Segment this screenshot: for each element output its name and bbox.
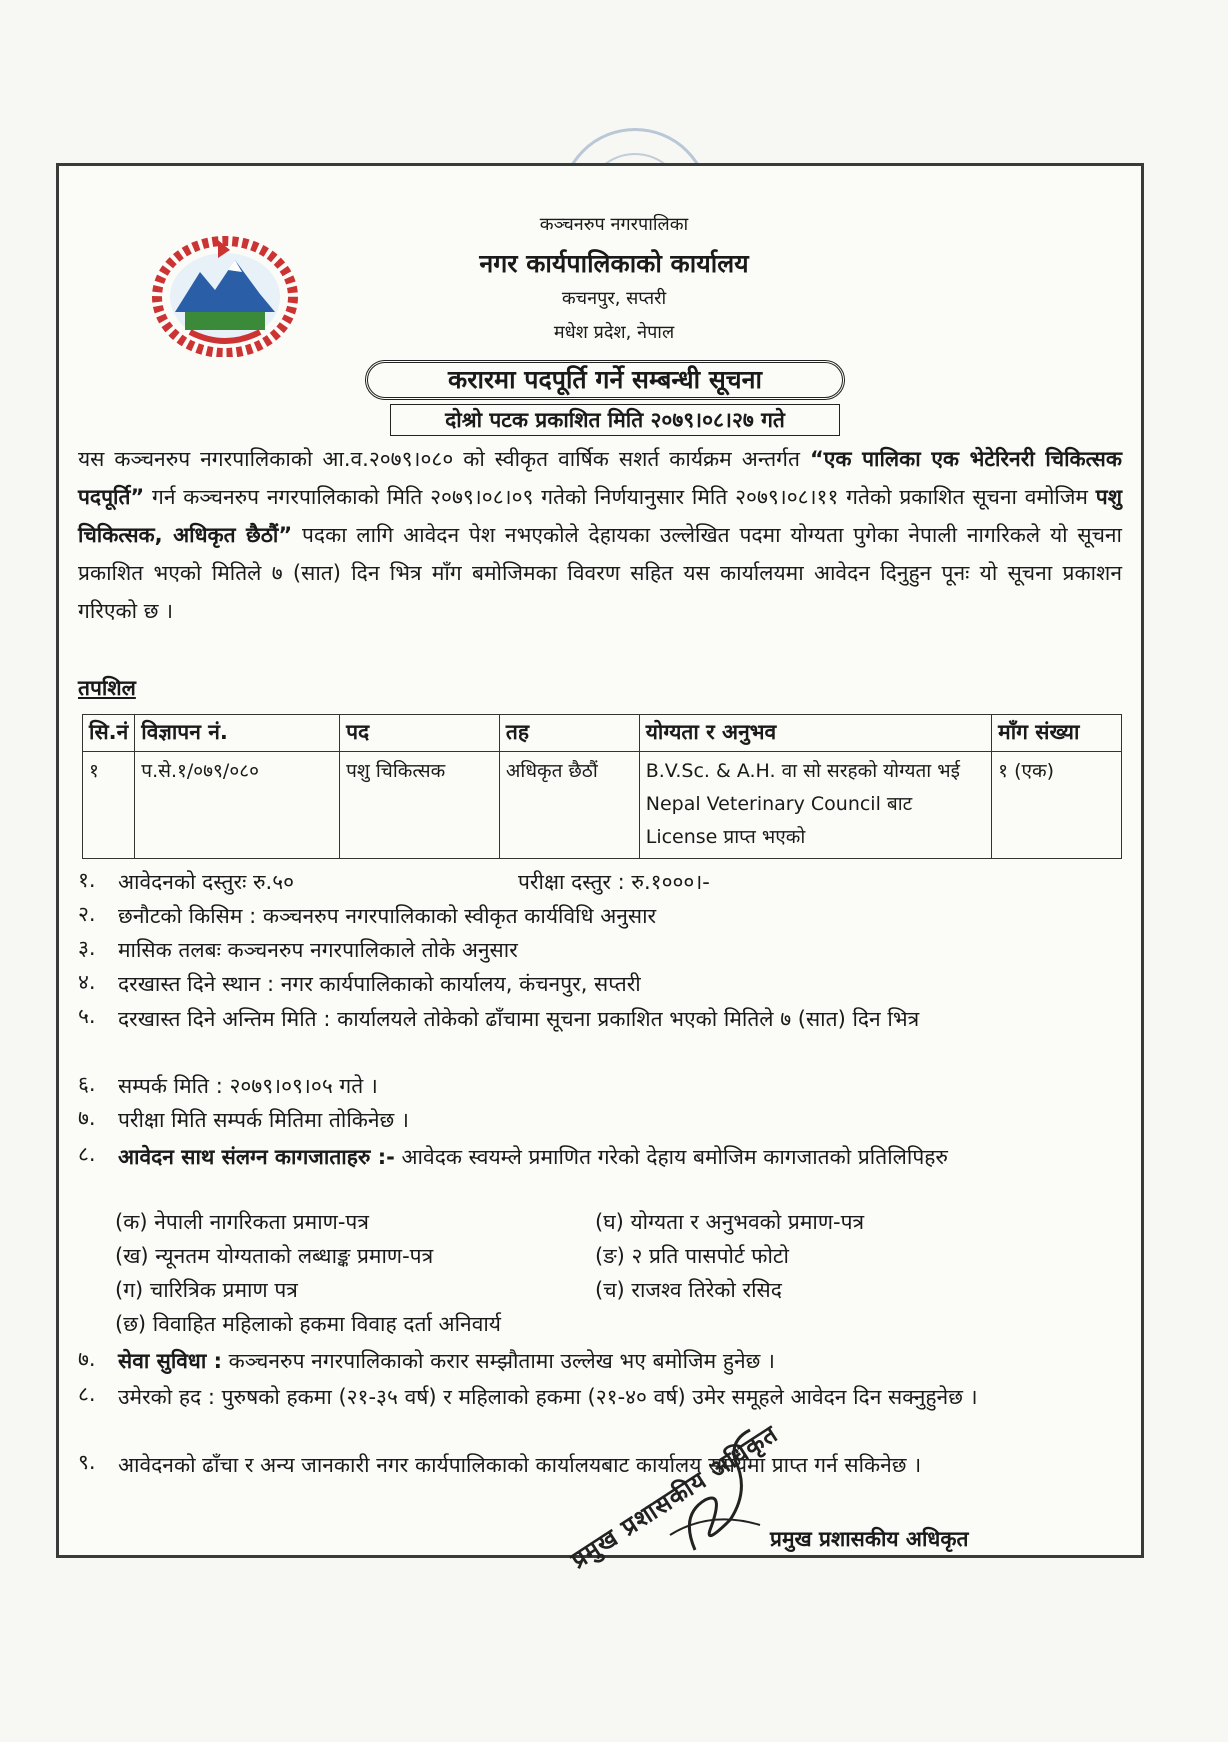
item-text: आवेदनको दस्तुरः रु.५०: [118, 870, 295, 894]
item-text: छनौटको किसिम : कञ्चनरुप नगरपालिकाको स्वीकृत कार्यविधि अनुसार: [118, 904, 657, 928]
item-number: ७.: [78, 1106, 96, 1130]
doc-item: (ङ) २ प्रति पासपोर्ट फोटो: [595, 1244, 789, 1268]
item-bold: सेवा सुविधा :: [118, 1349, 222, 1373]
address-line-1: कचनपुर, सप्तरी: [561, 288, 667, 309]
item-number: ८.: [78, 1382, 96, 1406]
address-line-2: मधेश प्रदेश, नेपाल: [553, 322, 675, 343]
doc-item: (घ) योग्यता र अनुभवको प्रमाण-पत्र: [595, 1210, 865, 1234]
col-header-post: पद: [340, 715, 500, 752]
table-row: [83, 752, 1122, 859]
doc-item: (च) राजश्व तिरेको रसिद: [595, 1278, 782, 1302]
cell-demand: १ (एक): [992, 752, 1122, 859]
item-rest: कञ्चनरुप नगरपालिकाको करार सम्झौतामा उल्लेख भए बमोजिम हुनेछ ।: [222, 1349, 775, 1373]
item-number: ७.: [78, 1347, 96, 1371]
col-header-level: तह: [499, 715, 639, 752]
doc-item: (ग) चारित्रिक प्रमाण पत्र: [115, 1278, 298, 1302]
signer-title: प्रमुख प्रशासकीय अधिकृत: [770, 1527, 969, 1551]
cell-sn: १: [83, 752, 135, 859]
table-caption: तपशिल: [78, 676, 136, 700]
doc-item: (छ) विवाहित महिलाको हकमा विवाह दर्ता अनिवार्य: [115, 1312, 501, 1336]
item-rest: आवेदक स्वयम्ले प्रमाणित गरेको देहाय बमोजिम कागजातको प्रतिलिपिहरु: [394, 1145, 948, 1169]
notice-subtitle: दोश्रो पटक प्रकाशित मिति २०७९।०८।२७ गते: [390, 404, 840, 436]
item-text: मासिक तलबः कञ्चनरुप नगरपालिकाले तोके अनुसार: [118, 938, 518, 962]
item-text: आवेदनको ढाँचा र अन्य जानकारी नगर कार्यपालिकाको कार्यालयबाट कार्यालय समयमा प्राप्त गर्न सकिनेछ ।: [118, 1453, 922, 1477]
item-number: २.: [78, 902, 96, 926]
item-text: सम्पर्क मिति : २०७९।०९।०५ गते ।: [118, 1074, 378, 1098]
item-text: दरखास्त दिने अन्तिम मिति : कार्यालयले तोकेको ढाँचामा सूचना प्रकाशित भएको मितिले ७ (सात) दिन भित्र: [118, 1007, 920, 1031]
item-text: उमेरको हद : पुरुषको हकमा (२१-३५ वर्ष) र महिलाको हकमा (२१-४० वर्ष) उमेर समूहले आवेदन दिन सक्नुहुनेछ ।: [118, 1385, 978, 1409]
col-header-demand: माँग संख्या: [992, 715, 1122, 752]
municipality-name: कञ्चनरुप नगरपालिका: [539, 214, 689, 235]
col-header-sn: सि.नं: [83, 715, 135, 752]
doc-item: (क) नेपाली नागरिकता प्रमाण-पत्र: [115, 1210, 369, 1234]
item-number: ८.: [78, 1142, 96, 1166]
item-number: ६.: [78, 1072, 96, 1096]
body-part-2: गर्न कञ्चनरुप नगरपालिकाको मिति २०७९।०८।०९ गतेको निर्णयानुसार मिति २०७९।०८।११ गतेको प्रकाशित सूचना वमोजिम: [144, 485, 1096, 509]
notice-title: करारमा पदपूर्ति गर्ने सम्बन्धी सूचना: [365, 360, 845, 400]
item-bold: आवेदन साथ संलग्न कागजाताहरु :-: [118, 1145, 395, 1169]
item-number: ९.: [78, 1450, 96, 1474]
designation-stamp: प्रमुख प्रशासकीय अधिकृत: [565, 1419, 783, 1575]
body-part-3: पदका लागि आवेदन पेश नभएकोले देहायका उल्लेखित पदमा योग्यता पुगेका नेपाली नागरिकले यो सूचना प्रकाशित भएको मितिले ७ (सात) दिन भित्र माँग बमोजिमका विवरण सहित यस कार्यालयमा आवेदन दिनुहुन पूनः यो सूचना प्रकाशन गरिएको छ ।: [78, 523, 1122, 623]
item-number: ३.: [78, 936, 96, 960]
item-text-exam-fee: परीक्षा दस्तुर : रु.१०००।-: [518, 870, 710, 894]
notice-body: [78, 440, 1122, 630]
doc-item: (ख) न्यूनतम योग्यताको लब्धाङ्क प्रमाण-पत्र: [115, 1244, 434, 1268]
item-text: दरखास्त दिने स्थान : नगर कार्यपालिकाको कार्यालय, कंचनपुर, सप्तरी: [118, 972, 641, 996]
body-bold-2: पशु चिकित्सक, अधिकृत छैठौं”: [78, 485, 1122, 547]
col-header-qualification: योग्यता र अनुभव: [639, 715, 991, 752]
cell-qualification: B.V.Sc. & A.H. वा सो सरहको योग्यता भई Nepal Veterinary Council बाट License प्राप्त भएको: [639, 752, 991, 859]
table-header-row: [83, 715, 1122, 752]
cell-post: पशु चिकित्सक: [340, 752, 500, 859]
body-part-1: यस कञ्चनरुप नगरपालिकाको आ.व.२०७९।०८० को स्वीकृत वार्षिक सशर्त कार्यक्रम अन्तर्गत: [78, 447, 810, 471]
office-name: नगर कार्यपालिकाको कार्यालय: [479, 249, 749, 278]
item-number: १.: [78, 868, 96, 892]
cell-ad-no: प.से.१/०७९/०८०: [135, 752, 340, 859]
item-text: [118, 1140, 1122, 1174]
cell-level: अधिकृत छैठौं: [499, 752, 639, 859]
vacancy-table: [82, 714, 1122, 859]
body-bold-1: “एक पालिका एक भेटेरिनरी चिकित्सक पदपूर्ति”: [78, 447, 1122, 509]
item-number: ५.: [78, 1004, 96, 1028]
item-text: [118, 1345, 1122, 1378]
item-number: ४.: [78, 970, 96, 994]
col-header-ad-no: विज्ञापन नं.: [135, 715, 340, 752]
item-text: परीक्षा मिति सम्पर्क मितिमा तोकिनेछ ।: [118, 1108, 409, 1132]
